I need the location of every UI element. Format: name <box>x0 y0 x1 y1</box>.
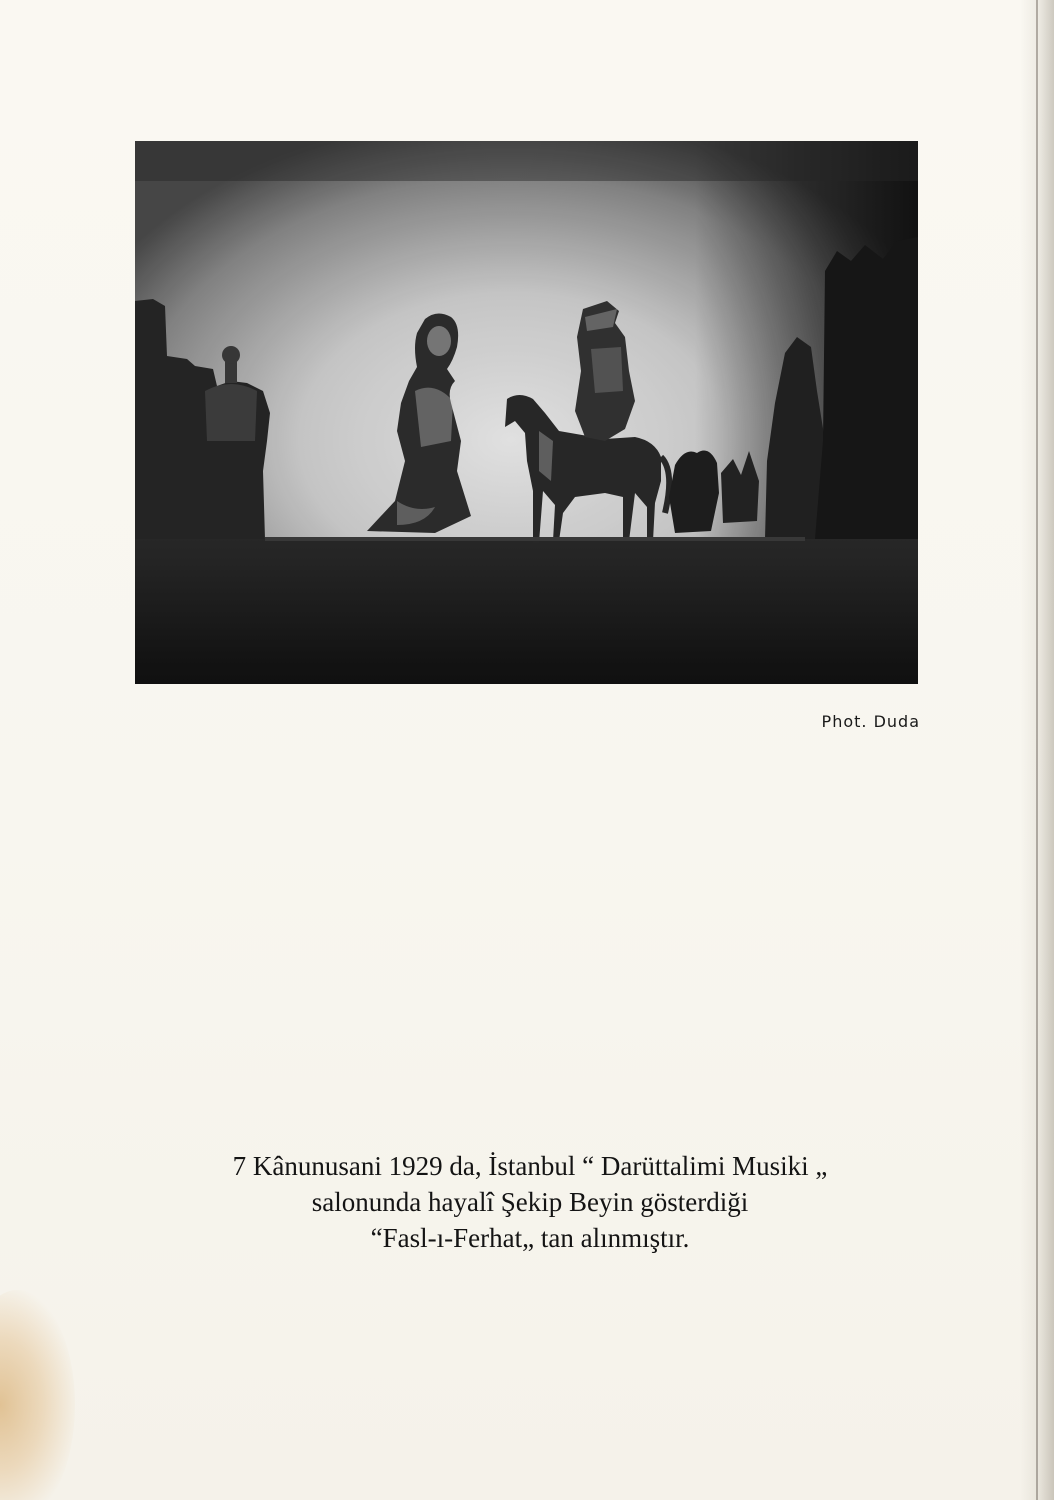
paper-stain <box>0 1290 75 1500</box>
caption-line-1: 7 Kânunusani 1929 da, İstanbul “ Darüttalimi Musiki „ <box>232 1151 828 1181</box>
photo-credit: Phot. Duda <box>821 712 920 731</box>
shadow-play-photograph <box>135 141 918 684</box>
caption <box>110 1148 950 1256</box>
photograph-image <box>135 141 918 684</box>
caption-line-3: “Fasl-ı-Ferhat„ tan alınmıştır. <box>370 1223 690 1253</box>
caption-line-2: salonunda hayalî Şekip Beyin gösterdiği <box>311 1187 749 1217</box>
page-edge-shadow <box>1020 0 1054 1500</box>
